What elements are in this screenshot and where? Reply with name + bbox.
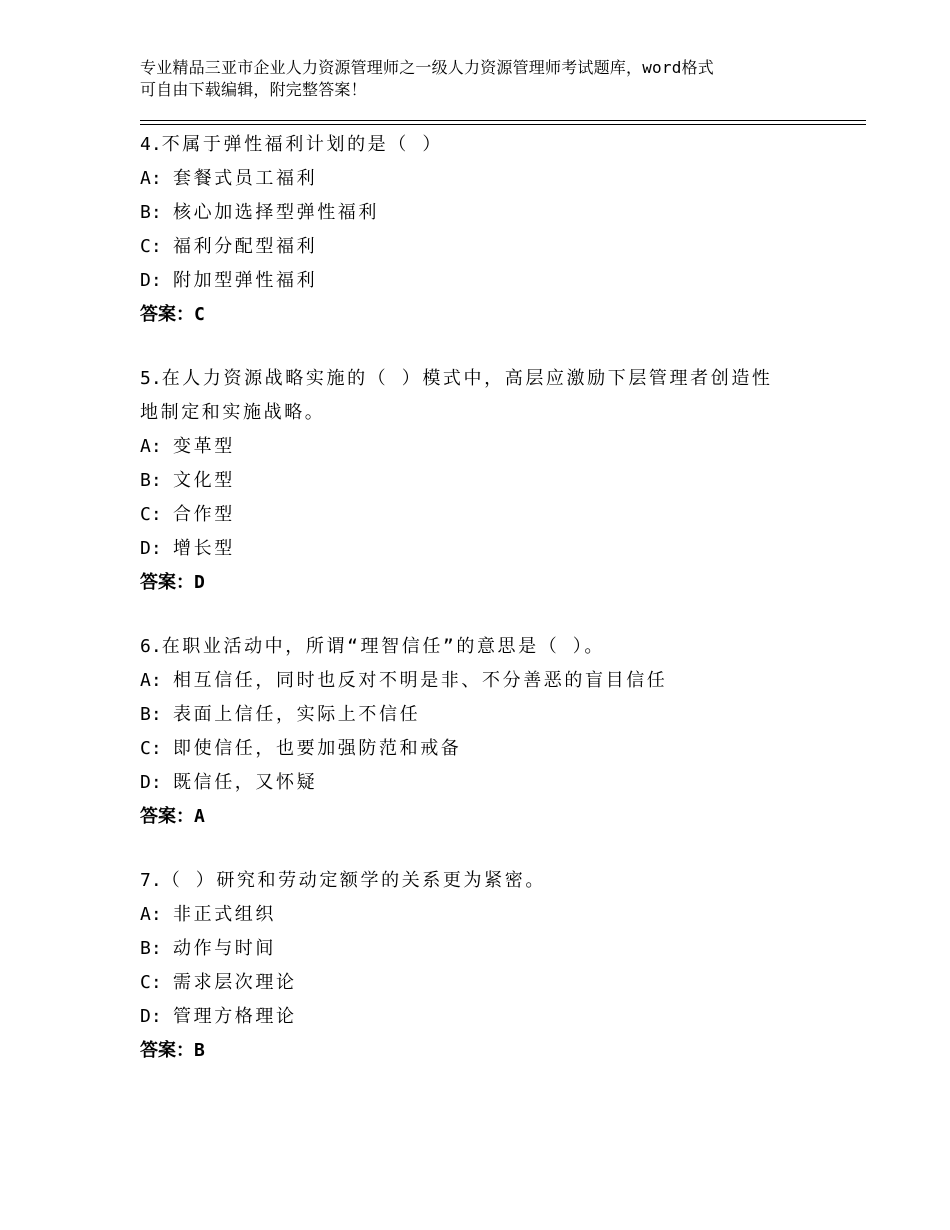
header-divider-top [140, 120, 866, 121]
option-text: 即使信任，也要加强防范和戒备 [173, 738, 462, 759]
question-list [140, 128, 840, 1098]
option-key: C: [140, 738, 162, 759]
option-text: 核心加选择型弹性福利 [173, 202, 379, 223]
option-key: D: [140, 1006, 162, 1027]
option-key: A: [140, 670, 162, 691]
option-key: C: [140, 236, 162, 257]
answer-option [140, 196, 840, 230]
option-key: B: [140, 704, 162, 725]
option-key: D: [140, 772, 162, 793]
option-key: D: [140, 538, 162, 559]
option-text: 相互信任，同时也反对不明是非、不分善恶的盲目信任 [173, 670, 668, 691]
option-text: 变革型 [173, 436, 235, 457]
answer-option [140, 1000, 840, 1034]
option-text: 需求层次理论 [173, 972, 297, 993]
question-number: 7. [140, 870, 162, 891]
question-stem-text: （ ）研究和劳动定额学的关系更为紧密。 [161, 870, 546, 891]
option-text: 管理方格理论 [173, 1006, 297, 1027]
option-key: B: [140, 470, 162, 491]
question-block [140, 362, 840, 600]
answer-option [140, 966, 840, 1000]
answer-option [140, 698, 840, 732]
answer-option [140, 430, 840, 464]
header-divider-bottom [140, 124, 866, 125]
answer-option [140, 664, 840, 698]
question-stem [140, 864, 840, 898]
answer-option [140, 532, 840, 566]
answer-option [140, 766, 840, 800]
option-key: B: [140, 202, 162, 223]
answer-key: 答案：C [140, 304, 205, 325]
option-text: 非正式组织 [173, 904, 276, 925]
question-stem-text: 在人力资源战略实施的（ ）模式中，高层应激励下层管理者创造性 [161, 368, 773, 389]
option-key: C: [140, 972, 162, 993]
option-key: D: [140, 270, 162, 291]
answer-option [140, 230, 840, 264]
answer-option [140, 732, 840, 766]
option-text: 福利分配型福利 [173, 236, 318, 257]
answer-option [140, 498, 840, 532]
answer-key: 答案：B [140, 1040, 205, 1061]
question-stem [140, 396, 840, 430]
question-block [140, 864, 840, 1068]
option-text: 文化型 [173, 470, 235, 491]
question-number: 4. [140, 134, 162, 155]
option-key: A: [140, 436, 162, 457]
option-text: 增长型 [173, 538, 235, 559]
option-text: 表面上信任，实际上不信任 [173, 704, 421, 725]
answer-option [140, 464, 840, 498]
answer-option [140, 932, 840, 966]
question-number: 5. [140, 368, 162, 389]
header-line-1: 专业精品三亚市企业人力资源管理师之一级人力资源管理师考试题库，word格式 [140, 58, 714, 77]
option-key: B: [140, 938, 162, 959]
question-stem [140, 362, 840, 396]
answer-key: 答案：D [140, 572, 205, 593]
question-block [140, 630, 840, 834]
answer-option [140, 264, 840, 298]
option-text: 合作型 [173, 504, 235, 525]
answer-key: 答案：A [140, 806, 205, 827]
option-key: A: [140, 168, 162, 189]
header-line-2: 可自由下载编辑，附完整答案！ [140, 80, 367, 99]
option-key: C: [140, 504, 162, 525]
answer-option [140, 898, 840, 932]
option-text: 附加型弹性福利 [173, 270, 318, 291]
answer-option [140, 162, 840, 196]
question-stem-text: 在职业活动中，所谓“理智信任”的意思是（ ）。 [161, 636, 605, 657]
document-header [140, 57, 840, 101]
question-block [140, 128, 840, 332]
question-stem-text: 不属于弹性福利计划的是（ ） [161, 134, 443, 155]
question-stem [140, 630, 840, 664]
question-number: 6. [140, 636, 162, 657]
option-key: A: [140, 904, 162, 925]
option-text: 动作与时间 [173, 938, 276, 959]
option-text: 套餐式员工福利 [173, 168, 318, 189]
option-text: 既信任，又怀疑 [173, 772, 318, 793]
question-stem-text: 地制定和实施战略。 [140, 402, 326, 423]
question-stem [140, 128, 840, 162]
